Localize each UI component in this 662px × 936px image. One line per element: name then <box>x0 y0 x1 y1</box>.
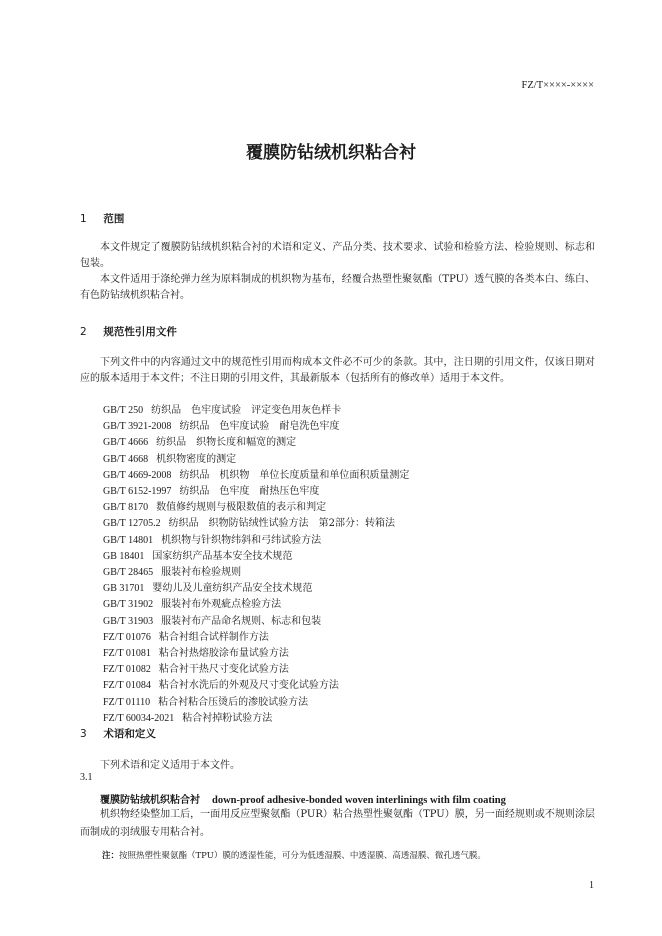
reference-title: 纺织品 机织物 单位长度质量和单位面积质量测定 <box>179 469 410 481</box>
reference-item <box>103 516 409 532</box>
section-title: 术语和定义 <box>103 728 156 740</box>
reference-title: 粘合衬干热尺寸变化试验方法 <box>158 664 289 676</box>
reference-item <box>103 646 409 662</box>
reference-item <box>103 695 409 711</box>
reference-title: 机织物与针织物纬斜和弓纬试验方法 <box>161 534 322 546</box>
scope-paragraph-1: 本文件规定了覆膜防钻绒机织粘合衬的术语和定义、产品分类、技术要求、试验和检验方法、检验规则、标志和包装。 <box>80 242 595 269</box>
reference-code: GB/T 6152-1997 <box>103 486 172 498</box>
reference-list <box>103 403 409 727</box>
reference-item <box>103 500 409 516</box>
reference-item <box>103 403 409 419</box>
reference-code: FZ/T 01081 <box>103 648 151 660</box>
reference-title: 粘合衬热熔胶涂布量试验方法 <box>158 648 289 660</box>
reference-title: 纺织品 织物长度和幅宽的测定 <box>156 437 297 449</box>
standard-code: FZ/T××××-×××× <box>521 80 594 91</box>
term-heading <box>100 788 506 807</box>
section-heading-normative <box>80 324 177 339</box>
reference-code: GB/T 31902 <box>103 599 154 611</box>
note-label: 注： <box>102 851 120 861</box>
reference-code: GB/T 14801 <box>103 534 154 546</box>
term-definition: 机织物经染整加工后，一面用反应型聚氨酯（PUR）粘合热塑性聚氨酯（TPU）膜，另一面经规则或不规则涂层而制成的羽绒服专用粘合衬。 <box>80 809 595 838</box>
reference-code: FZ/T 01076 <box>103 631 151 643</box>
reference-title: 粘合衬粘合压烫后的渗胶试验方法 <box>158 696 309 708</box>
reference-title: 粘合衬组合试样制作方法 <box>158 631 269 643</box>
reference-title: 粘合衬掉粉试验方法 <box>182 712 273 724</box>
reference-code: GB/T 4668 <box>103 453 149 465</box>
reference-item <box>103 630 409 646</box>
reference-item <box>103 581 409 597</box>
reference-title: 粘合衬水洗后的外观及尺寸变化试验方法 <box>158 680 339 692</box>
normative-intro: 下列文件中的内容通过文中的规范性引用而构成本文件必不可少的条款。其中，注日期的引用文件，仅该日期对应的版本适用于本文件；不注日期的引用文件，其最新版本（包括所有的修改单）适用于本文件。 <box>80 357 595 384</box>
reference-title: 纺织品 色牢度 耐热压色牢度 <box>179 486 320 498</box>
section-heading-scope <box>80 211 124 226</box>
reference-code: GB/T 250 <box>103 405 144 416</box>
reference-title: 机织物密度的测定 <box>156 453 237 465</box>
reference-code: GB 18401 <box>103 550 145 562</box>
section-number: 3 <box>80 728 87 740</box>
note-text: 按照热塑性聚氨酯（TPU）膜的透湿性能，可分为低透湿膜、中透湿膜、高透湿膜、微孔透气膜。 <box>119 851 486 861</box>
section-title: 范围 <box>103 213 125 225</box>
reference-item <box>103 678 409 694</box>
reference-title: 数值修约规则与极限数值的表示和判定 <box>156 502 327 514</box>
reference-title: 婴幼儿及儿童纺织产品安全技术规范 <box>152 583 313 595</box>
reference-code: FZ/T 01110 <box>103 696 151 708</box>
section-number: 2 <box>80 326 87 338</box>
reference-title: 纺织品 色牢度试验 耐皂洗色牢度 <box>179 421 340 433</box>
reference-code: GB/T 31903 <box>103 615 154 627</box>
reference-code: GB/T 28465 <box>103 567 154 579</box>
reference-code: GB/T 8170 <box>103 502 149 514</box>
reference-code: FZ/T 60034-2021 <box>103 712 175 724</box>
reference-item <box>103 614 409 630</box>
reference-title: 纺织品 织物防钻绒性试验方法 第2部分：转箱法 <box>168 518 395 530</box>
terms-intro: 下列术语和定义适用于本文件。 <box>100 760 240 771</box>
reference-code: GB/T 3921-2008 <box>103 421 172 433</box>
term-chinese-name: 覆膜防钻绒机织粘合衬 <box>100 795 200 806</box>
reference-code: GB 31701 <box>103 583 145 595</box>
reference-title: 国家纺织产品基本安全技术规范 <box>152 550 293 562</box>
page-number: 1 <box>589 880 594 891</box>
reference-item <box>103 662 409 678</box>
section-number: 1 <box>80 213 87 225</box>
term-english-name: down-proof adhesive-bonded woven interlinings with film coating <box>212 795 506 806</box>
reference-item <box>103 419 409 435</box>
reference-item <box>103 435 409 451</box>
reference-item <box>103 597 409 613</box>
reference-item <box>103 533 409 549</box>
section-heading-terms <box>80 726 156 741</box>
reference-title: 服装衬布外观疵点检验方法 <box>161 599 282 611</box>
reference-item <box>103 711 409 727</box>
reference-code: GB/T 4669-2008 <box>103 469 172 481</box>
reference-code: GB/T 12705.2 <box>103 518 161 530</box>
term-note <box>102 849 486 861</box>
scope-paragraph-2: 本文件适用于涤纶弹力丝为原料制成的机织物为基布，经覆合热塑性聚氨酯（TPU）透气膜的各类本白、练白、有色防钻绒机织粘合衬。 <box>80 274 595 301</box>
reference-item <box>103 452 409 468</box>
reference-code: FZ/T 01084 <box>103 680 151 692</box>
reference-title: 服装衬布产品命名规则、标志和包装 <box>161 615 322 627</box>
reference-item <box>103 549 409 565</box>
reference-title: 纺织品 色牢度试验 评定变色用灰色样卡 <box>151 405 342 416</box>
reference-title: 服装衬布检验规则 <box>161 567 242 579</box>
reference-item <box>103 468 409 484</box>
reference-code: GB/T 4666 <box>103 437 149 449</box>
reference-item <box>103 484 409 500</box>
reference-item <box>103 565 409 581</box>
term-number: 3.1 <box>80 772 93 783</box>
section-title: 规范性引用文件 <box>103 326 177 338</box>
reference-code: FZ/T 01082 <box>103 664 151 676</box>
document-title: 覆膜防钻绒机织粘合衬 <box>246 143 416 163</box>
